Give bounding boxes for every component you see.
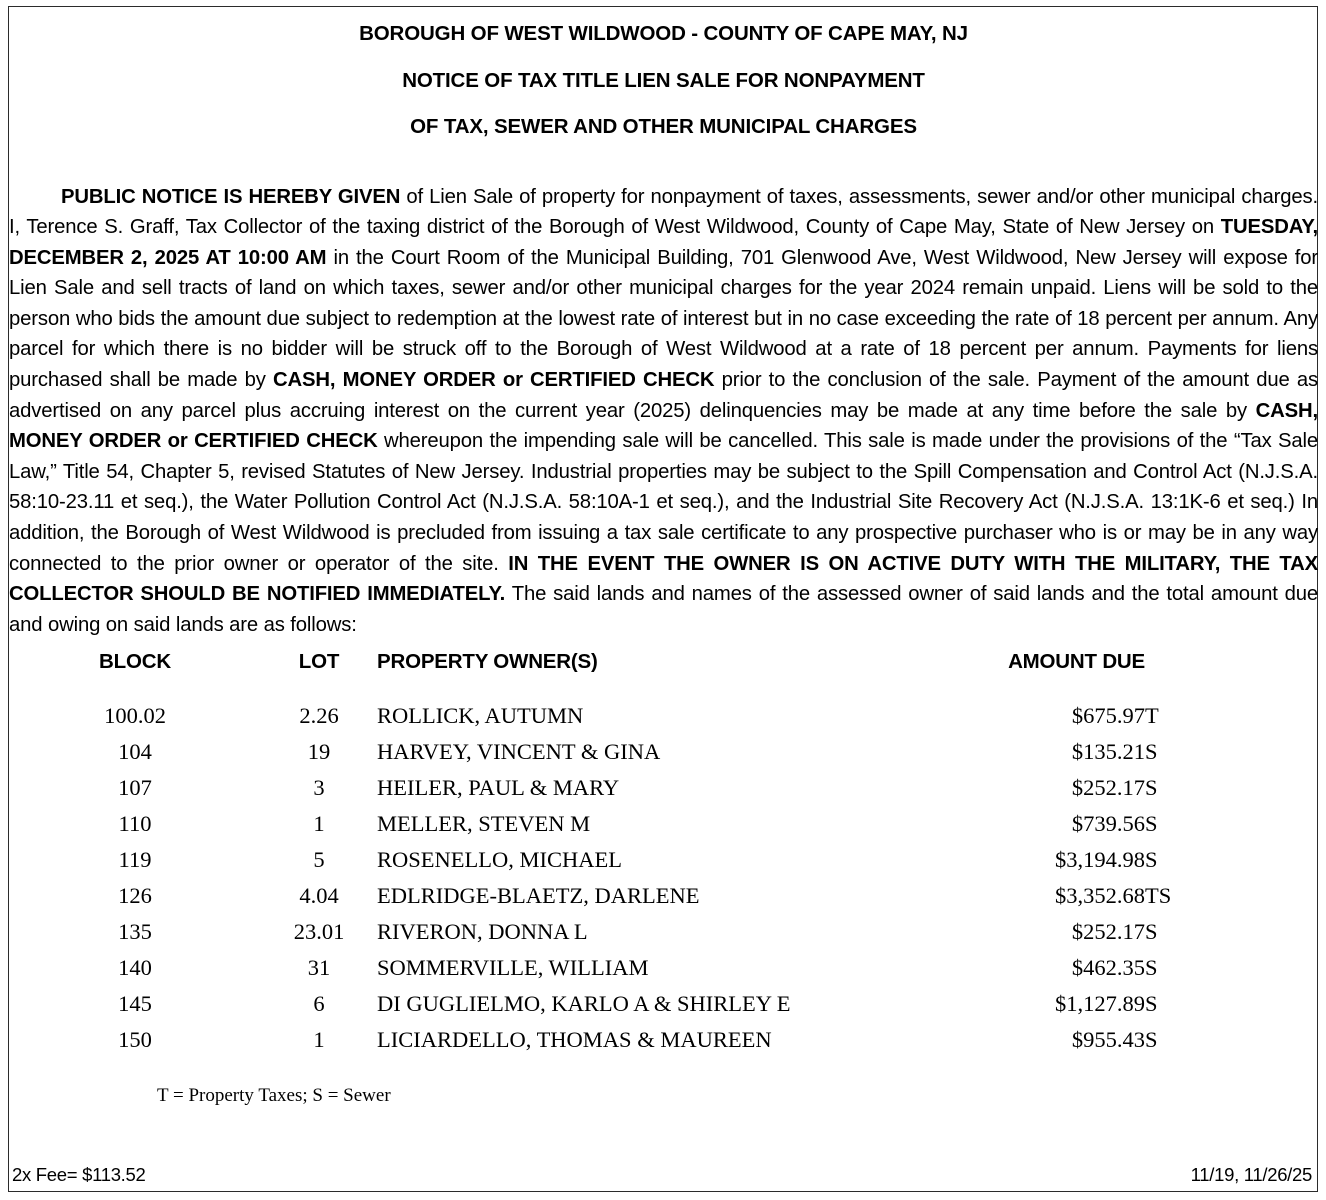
column-header-code — [1145, 640, 1318, 684]
cell-lot: 23.01 — [293, 919, 345, 945]
payment-methods-2: CASH, MONEY ORDER or CERTIFIED CHECK — [9, 399, 1318, 453]
body-segment-2: in the Court Room of the Municipal Building, 701 Glenwood Ave, West Wildwood, New Jersey will expose for Lien Sale and sell tracts of land on which taxes, sewer and/or other municipal charges for the year 2024 remain unpaid. Liens will be sold to the person who bids the amount due subject to redemption at the lowest rate of interest but in no case exceeding the rate of 18 percent per annum. Any parcel for which there is no bidder will be struck off to the Borough of West Wildwood at a rate of 18 percent per annum. Payments for liens purchased shall be made by — [9, 246, 1318, 392]
cell-block: 119 — [118, 847, 152, 873]
body-segment-4: whereupon the impending sale will be cancelled. This sale is made under the provisions of the “Tax Sale Law,” Title 54, Chapter 5, revised Statutes of New Jersey. Industrial properties may be subject to the Spill Compensation and Control Act (N.J.S.A. 58:10-23.11 et seq.), the Water Pollution Control Act (N.J.S.A. 58:10A-1 et seq.), and the Industrial Site Recovery Act (N.J.S.A. 13:1K-6 et seq.) In addition, the Borough of West Wildwood is precluded from issuing a tax sale certificate to any prospective purchaser who is or may be in any way connected to the prior owner or operator of the site. — [9, 430, 1319, 575]
cell-owner: EDLRIDGE-BLAETZ, DARLENE — [377, 883, 700, 909]
cell-block: 150 — [118, 1027, 152, 1053]
cell-amount: $739.56 — [1071, 811, 1145, 837]
cell-amount: $135.21 — [1071, 739, 1145, 765]
table-row — [9, 806, 1318, 842]
cell-code: S — [1145, 811, 1158, 837]
table-row — [9, 684, 1318, 734]
cell-code: TS — [1145, 883, 1172, 909]
cell-amount: $1,127.89 — [1055, 991, 1145, 1017]
body-segment-3: prior to the conclusion of the sale. Payment of the amount due as advertised on any parcel plus accruing interest on the current year (2025) delinquencies may be made at any time before the sale by — [9, 369, 1318, 422]
sale-datetime: TUESDAY, DECEMBER 2, 2025 AT 10:00 AM — [9, 216, 1318, 269]
cell-code: S — [1145, 991, 1158, 1017]
cell-code: S — [1145, 1027, 1158, 1053]
table-row — [9, 734, 1318, 770]
cell-amount: $462.35 — [1071, 955, 1145, 981]
code-legend: T = Property Taxes; S = Sewer — [157, 1085, 391, 1107]
cell-lot: 3 — [313, 775, 325, 801]
column-header-block: BLOCK — [99, 650, 171, 674]
body-segment-5: The said lands and names of the assessed owner of said lands and the total amount due and owing on said lands are as follows: — [9, 583, 1318, 636]
cell-amount: $3,352.68 — [1055, 883, 1145, 909]
cell-block: 107 — [118, 775, 152, 801]
cell-code: S — [1145, 919, 1158, 945]
heading-municipality: BOROUGH OF WEST WILDWOOD - COUNTY OF CAPE MAY, NJ — [359, 22, 968, 45]
table-row — [9, 914, 1318, 950]
cell-block: 145 — [118, 991, 152, 1017]
cell-code: S — [1145, 955, 1158, 981]
cell-amount: $252.17 — [1071, 919, 1145, 945]
notice-body-paragraph — [9, 138, 1318, 641]
column-header-lot: LOT — [298, 650, 340, 674]
cell-amount: $252.17 — [1071, 775, 1145, 801]
cell-code: S — [1145, 847, 1158, 873]
cell-lot: 2.26 — [299, 703, 339, 729]
cell-lot: 31 — [307, 955, 331, 981]
notice-heading-block — [9, 12, 1318, 138]
cell-lot: 19 — [307, 739, 331, 765]
cell-owner: RIVERON, DONNA L — [377, 919, 588, 945]
table-row — [9, 770, 1318, 806]
table-header — [9, 640, 1318, 684]
cell-owner: DI GUGLIELMO, KARLO A & SHIRLEY E — [377, 991, 791, 1017]
cell-block: 104 — [118, 739, 152, 765]
table-row — [9, 986, 1318, 1022]
cell-lot: 1 — [313, 811, 325, 837]
table-row — [9, 878, 1318, 914]
military-notice: IN THE EVENT THE OWNER IS ON ACTIVE DUTY WITH THE MILITARY, THE TAX COLLECTOR SHOULD BE NOTIFIED IMMEDIATELY. — [9, 552, 1318, 606]
public-notice-lead: PUBLIC NOTICE IS HEREBY GIVEN — [61, 185, 401, 208]
cell-lot: 6 — [313, 991, 325, 1017]
cell-code: S — [1145, 775, 1158, 801]
cell-owner: HEILER, PAUL & MARY — [377, 775, 620, 801]
cell-lot: 1 — [313, 1027, 325, 1053]
lien-sale-table — [9, 640, 1318, 1058]
cell-owner: MELLER, STEVEN M — [377, 811, 591, 837]
cell-amount: $3,194.98 — [1055, 847, 1145, 873]
cell-code: T — [1145, 703, 1159, 729]
footer-fee: 2x Fee= $113.52 — [12, 1163, 146, 1185]
cell-amount: $955.43 — [1071, 1027, 1145, 1053]
cell-block: 110 — [118, 811, 152, 837]
cell-block: 126 — [118, 883, 152, 909]
cell-owner: HARVEY, VINCENT & GINA — [377, 739, 661, 765]
table-header-row — [9, 640, 1318, 684]
column-header-owner: PROPERTY OWNER(S) — [377, 650, 598, 674]
table-body — [9, 684, 1318, 1058]
cell-owner: ROSENELLO, MICHAEL — [377, 847, 622, 873]
heading-notice-subtitle: OF TAX, SEWER AND OTHER MUNICIPAL CHARGES — [410, 115, 917, 138]
heading-notice-title: NOTICE OF TAX TITLE LIEN SALE FOR NONPAYMENT — [402, 68, 925, 92]
table-row — [9, 950, 1318, 986]
column-header-amount: AMOUNT DUE — [1008, 650, 1145, 674]
table-row — [9, 1022, 1318, 1058]
cell-block: 100.02 — [104, 703, 166, 729]
cell-lot: 4.04 — [299, 883, 339, 909]
body-segment-1: of Lien Sale of property for nonpayment of taxes, assessments, sewer and/or other municipal charges. I, Terence S. Graff, Tax Collector of the taxing district of the Borough of West Wildwood, County of Cape May, State of New Jersey on — [9, 185, 1318, 239]
table-row — [9, 842, 1318, 878]
footer-run-dates: 11/19, 11/26/25 — [1190, 1163, 1312, 1185]
cell-code: S — [1145, 739, 1158, 765]
document-footer — [12, 1163, 1312, 1185]
cell-owner: ROLLICK, AUTUMN — [377, 703, 584, 729]
cell-block: 135 — [118, 919, 152, 945]
cell-owner: SOMMERVILLE, WILLIAM — [377, 955, 649, 981]
cell-lot: 5 — [313, 847, 325, 873]
cell-block: 140 — [118, 955, 152, 981]
cell-amount: $675.97 — [1071, 703, 1145, 729]
payment-methods-1: CASH, MONEY ORDER or CERTIFIED CHECK — [273, 369, 715, 392]
cell-owner: LICIARDELLO, THOMAS & MAUREEN — [377, 1027, 772, 1053]
